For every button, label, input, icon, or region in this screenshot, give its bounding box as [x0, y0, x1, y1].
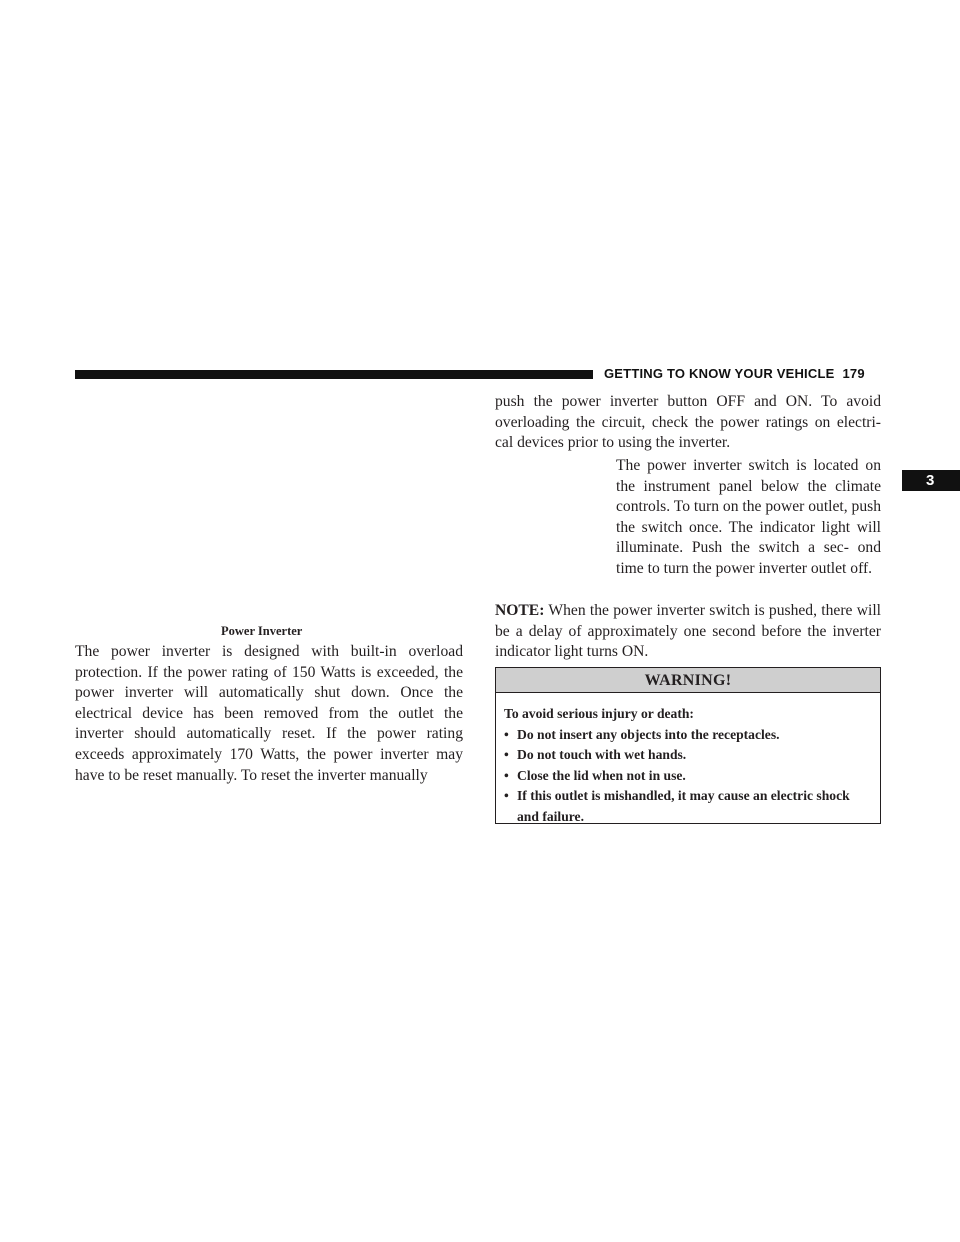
chapter-tab[interactable]: 3 — [902, 470, 960, 491]
warning-title: WARNING! — [496, 668, 880, 693]
warning-box — [495, 667, 881, 824]
running-header — [604, 366, 882, 381]
bullet-icon: • — [504, 747, 509, 762]
warning-list — [504, 725, 872, 828]
overload-paragraph: The power inverter is designed with built-in overload protection. If the power rating of 150 Watts is exceeded, the power inverter will automatically shut down. Once the electrical device has been removed from the outlet the inverter should automatically reset. If the power rating exceeds approximately 170 Watts, the power inverter may have to be reset manually. To reset the inverter manually — [75, 643, 463, 784]
switch-location-paragraph: The power inverter switch is located on the instrument panel below the climate controls. To turn on the power outlet, push the switch once. The indicator light will illuminate. Push the switch a sec- ond time to turn the power inverter outlet off. — [616, 457, 881, 577]
note-paragraph — [495, 601, 881, 663]
bullet-icon: • — [504, 726, 509, 742]
note-label: NOTE: — [495, 602, 545, 619]
note-text: When the power inverter switch is pushed, there will be a delay of approximately one second before the inverter indicator light turns ON. — [495, 602, 881, 661]
bullet-icon: • — [504, 788, 509, 803]
warning-body — [496, 693, 880, 827]
warning-item: • Close the lid when not in use. — [504, 766, 872, 787]
warning-item: • Do not touch with wet hands. — [504, 745, 872, 766]
figure-caption: Power Inverter — [221, 624, 303, 638]
inverter-switch-icon — [495, 460, 605, 560]
warning-item: • Do not insert any objects into the receptacles. — [504, 725, 872, 746]
section-title: GETTING TO KNOW YOUR VEHICLE — [604, 366, 835, 381]
warning-item: • If this outlet is mishandled, it may cause an electric shock and failure. — [504, 788, 850, 824]
bullet-icon: • — [504, 767, 509, 783]
page-number: 179 — [842, 366, 865, 381]
header-rule — [75, 370, 593, 379]
power-inverter-figure — [75, 392, 463, 620]
warning-intro: To avoid serious injury or death: — [504, 706, 694, 721]
reset-paragraph-continued: push the power inverter button OFF and ON. To avoid overloading the circuit, check the power ratings on electri- cal devices prior to using the inverter. — [495, 393, 881, 452]
